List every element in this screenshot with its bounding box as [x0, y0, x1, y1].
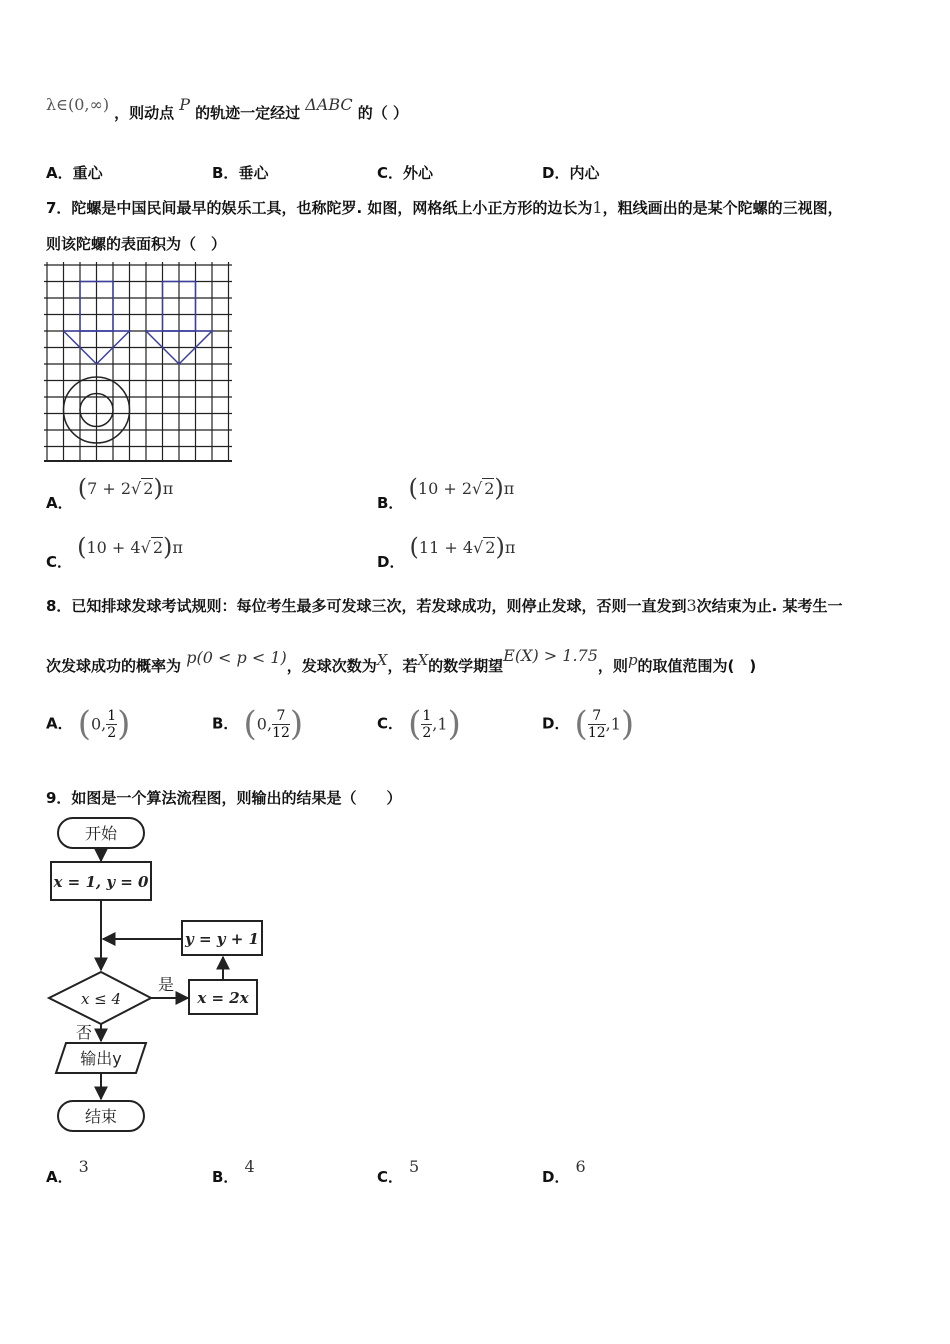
- pi-symbol: π: [504, 538, 516, 557]
- option-text: 外心: [403, 164, 434, 182]
- denominator: 12: [587, 724, 606, 741]
- grid-lines: [44, 262, 232, 461]
- interval-right: ,1: [605, 714, 621, 734]
- flowchart: [40, 812, 280, 1142]
- option-label: B．: [377, 494, 404, 512]
- output-label: 输出y: [80, 1049, 122, 1068]
- q7-option-a[interactable]: [46, 474, 174, 512]
- left-paren: (: [408, 704, 422, 744]
- q8-stem-line2: [46, 646, 757, 676]
- var-p: p: [627, 651, 638, 669]
- q8-option-c[interactable]: [377, 704, 461, 744]
- fraction: [588, 708, 606, 741]
- q8-option-a[interactable]: [46, 704, 130, 744]
- option-label: C．: [377, 164, 404, 182]
- option-label: D．: [542, 714, 570, 733]
- option-value: 5: [409, 1157, 420, 1176]
- left-paren: (: [408, 474, 418, 502]
- q7-text-a: 7．陀螺是中国民间最早的娱乐工具，也称陀罗. 如图，网格纸上小正方形的边长为: [46, 199, 593, 217]
- option-text: 内心: [569, 164, 600, 182]
- option-label: C．: [46, 553, 73, 571]
- option-math: 10 + 2: [417, 479, 473, 498]
- q6-option-a[interactable]: [46, 162, 103, 183]
- denominator: 2: [107, 724, 117, 741]
- left-paren: (: [77, 704, 91, 744]
- sqrt-sign: √: [473, 538, 484, 557]
- pi-symbol: π: [172, 538, 183, 557]
- option-label: C．: [377, 714, 404, 733]
- q8-text: ，则: [597, 657, 628, 675]
- point-p: P: [179, 95, 191, 114]
- update-y-label: y = y + 1: [185, 930, 259, 948]
- q9-option-d[interactable]: [542, 1157, 586, 1187]
- interval-left: 0,: [90, 714, 107, 734]
- option-label: D．: [542, 164, 570, 182]
- option-label: A．: [46, 1168, 73, 1186]
- q6-stem-tail: [46, 95, 408, 123]
- q8-text: ，发球次数为: [286, 657, 377, 675]
- option-value: 6: [575, 1157, 586, 1176]
- q6-text-3: 的（ ）: [357, 104, 408, 122]
- option-math: 10 + 4: [86, 538, 141, 557]
- q6-option-b[interactable]: [212, 162, 268, 183]
- q8-text: 的取值范围为( ): [637, 657, 757, 675]
- right-paren: ): [620, 704, 635, 744]
- pi-symbol: π: [503, 479, 515, 498]
- no-label: 否: [75, 1023, 93, 1042]
- option-label: A．: [46, 714, 73, 733]
- expectation-expression: E(X) > 1.75: [503, 646, 598, 665]
- sqrt-sign: √: [472, 479, 483, 498]
- denominator: 12: [272, 724, 290, 741]
- option-label: A．: [46, 164, 73, 182]
- option-label: A．: [46, 494, 73, 512]
- left-paren: (: [574, 704, 588, 744]
- option-math: 7 + 2: [87, 479, 132, 498]
- q7-option-b[interactable]: [377, 474, 515, 512]
- q8-text: ，若: [387, 657, 418, 675]
- q8-text: 次发球成功的概率为: [46, 657, 182, 675]
- left-paren: (: [409, 533, 419, 561]
- option-label: B．: [212, 714, 239, 733]
- right-paren: ): [163, 533, 173, 561]
- q8-num: 3: [686, 596, 697, 615]
- left-paren: (: [243, 704, 257, 744]
- option-math: 11 + 4: [418, 538, 474, 557]
- q8-option-d[interactable]: [542, 704, 634, 744]
- right-paren: ): [117, 704, 131, 744]
- option-value: 3: [78, 1157, 89, 1176]
- option-label: D．: [377, 553, 405, 571]
- q8-text-b: 次结束为止. 某考生一: [696, 597, 843, 615]
- radicand: 2: [484, 479, 495, 498]
- radicand: 2: [143, 479, 154, 498]
- option-label: D．: [542, 1168, 570, 1186]
- denominator: 2: [422, 724, 432, 741]
- q7-stem-line2: 则该陀螺的表面积为（ ）: [46, 235, 227, 253]
- update-x-label: x = 2x: [197, 989, 249, 1007]
- q6-option-d[interactable]: [542, 162, 599, 183]
- q9-option-c[interactable]: [377, 1157, 420, 1187]
- q7-stem-line1: [46, 197, 843, 218]
- option-label: B．: [212, 164, 239, 182]
- q9-option-a[interactable]: [46, 1157, 89, 1187]
- end-label: 结束: [84, 1107, 118, 1126]
- q8-stem-line1: [46, 595, 843, 616]
- q7-num: 1: [592, 198, 603, 217]
- right-paren: ): [447, 704, 461, 744]
- q8-text-a: 8．已知排球发球考试规则：每位考生最多可发球三次，若发球成功，则停止发球，否则一直发到: [46, 597, 687, 615]
- left-paren: (: [77, 533, 87, 561]
- var-x: X: [376, 651, 388, 669]
- option-label: C．: [377, 1168, 404, 1186]
- right-paren: ): [153, 474, 163, 502]
- q9-stem: 9．如图是一个算法流程图，则输出的结果是（ ）: [46, 789, 402, 807]
- var-x: X: [417, 651, 429, 669]
- numerator: 7: [588, 708, 606, 725]
- option-label: B．: [212, 1168, 239, 1186]
- q6-text-2: 的轨迹一定经过: [195, 104, 301, 122]
- interval-left: 0,: [256, 714, 273, 734]
- numerator: 7: [272, 708, 290, 725]
- yes-label: 是: [157, 975, 175, 994]
- fraction: [272, 708, 290, 741]
- option-text: 垂心: [238, 164, 269, 182]
- q9-option-b[interactable]: [212, 1157, 255, 1187]
- q7-text-b: ，粗线画出的是某个陀螺的三视图，: [602, 199, 843, 217]
- numerator: 1: [422, 707, 432, 724]
- right-paren: ): [289, 704, 304, 744]
- pi-symbol: π: [162, 479, 174, 498]
- sqrt-sign: √: [131, 479, 142, 498]
- condition-label: x ≤ 4: [80, 990, 122, 1008]
- probability-expression: p(0 < p < 1): [186, 648, 287, 667]
- q7-option-d[interactable]: [377, 533, 516, 571]
- q6-text-1: ，则动点: [114, 104, 175, 122]
- three-view-figure: [44, 262, 232, 464]
- option-text: 重心: [72, 164, 103, 182]
- fraction: [106, 708, 117, 741]
- radicand: 2: [485, 538, 496, 557]
- sqrt-sign: √: [140, 538, 151, 557]
- left-paren: (: [77, 474, 88, 502]
- q8-text: 的数学期望: [428, 657, 504, 675]
- radicand: 2: [152, 538, 163, 557]
- right-paren: ): [495, 533, 505, 561]
- numerator: 1: [107, 707, 117, 724]
- q8-option-b[interactable]: [212, 704, 303, 744]
- triangle-abc: ΔABC: [305, 95, 353, 114]
- init-label: x = 1, y = 0: [53, 873, 149, 891]
- start-label: 开始: [84, 824, 118, 843]
- q6-option-c[interactable]: [377, 162, 433, 183]
- fraction: [421, 708, 432, 741]
- option-value: 4: [244, 1157, 255, 1176]
- lambda-expression: λ∈(0,∞): [46, 95, 110, 114]
- q7-option-c[interactable]: [46, 533, 183, 571]
- interval-right: ,1: [432, 714, 448, 734]
- right-paren: ): [494, 474, 504, 502]
